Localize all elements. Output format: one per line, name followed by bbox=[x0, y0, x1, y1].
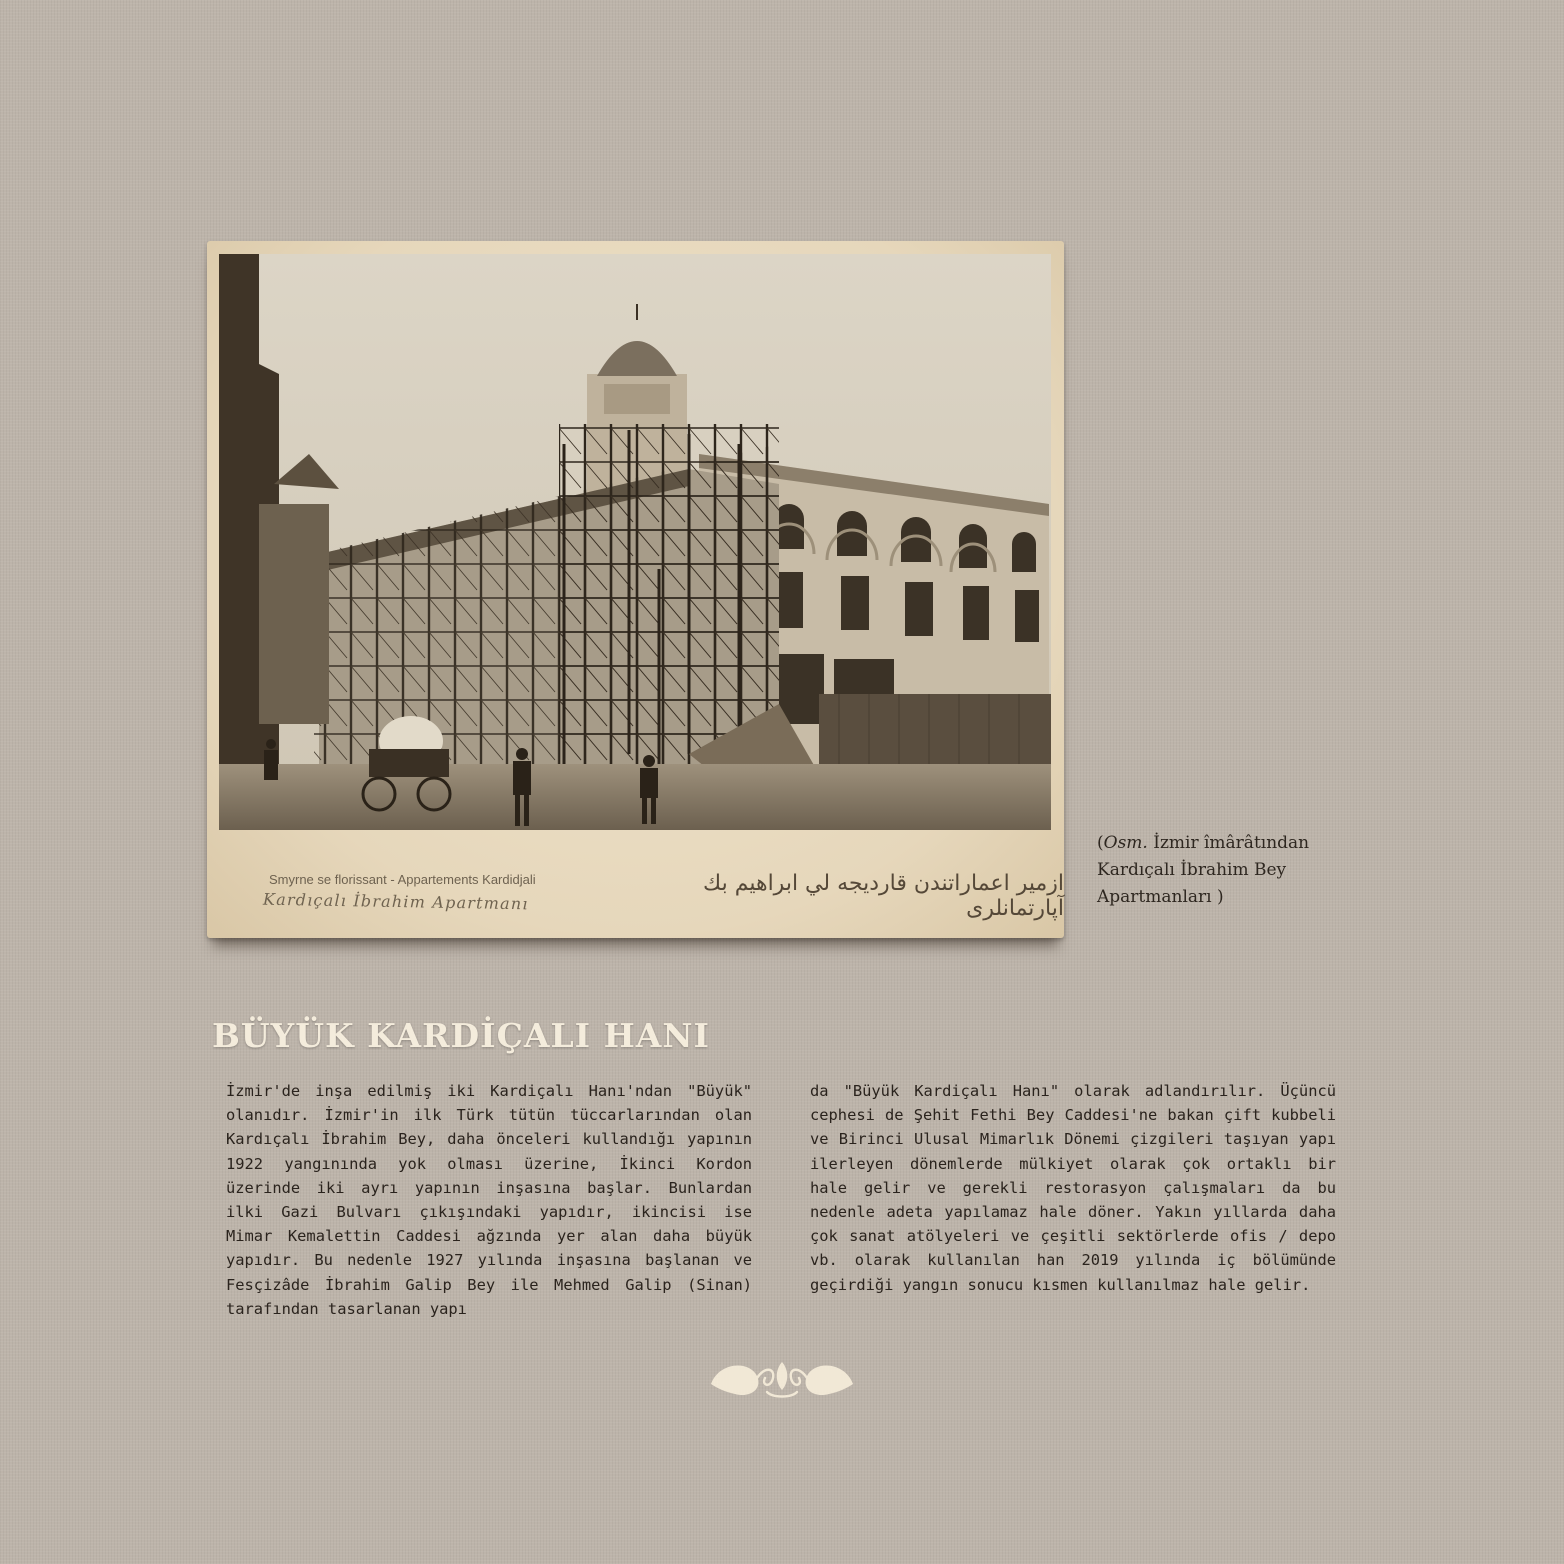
postcard-handwritten-caption: Kardıçalı İbrahim Apartmanı bbox=[262, 889, 529, 914]
caption-text: İzmir îmârâtından Kardıçalı İbrahim Bey Apartmanları ) bbox=[1097, 833, 1310, 907]
postcard-ottoman-caption: ازمیر اعماراتندن قارديجه لي ابراهيم بك آپارتمانلری bbox=[703, 871, 1064, 921]
floral-ornament-icon bbox=[709, 1356, 855, 1400]
building-under-construction-image bbox=[219, 254, 1051, 830]
historic-photo bbox=[219, 254, 1051, 830]
postcard-printed-caption: Smyrne se florissant - Appartements Kardidjali bbox=[269, 872, 536, 887]
historic-postcard bbox=[207, 241, 1064, 938]
body-text-right-column: da "Büyük Kardiçalı Hanı" olarak adlandırılır. Üçüncü cephesi de Şehit Fethi Bey Caddesi'ne bakan çift kubbeli ve Birinci Ulusal Mimarlık Dönemi çizgileri taşıyan yapı ilerleyen dönemlerde mülkiyet olarak çok ortaklı bir hale gelir ve gerekli restorasyon çalışmaları da bu nedenle adeta yapılamaz hale döner. Yakın yıllarda daha çok sanat atölyeleri ve çeşitli sektörlerde ofis / depo vb. olarak kullanılan han 2019 yılında iç bölümünde geçirdiği yangın sonucu kısmen kullanılmaz hale gelir. bbox=[810, 1082, 1336, 1294]
caption-abbreviation: Osm. bbox=[1103, 833, 1148, 853]
caption-open-paren: ( bbox=[1097, 833, 1104, 853]
photo-side-caption bbox=[1097, 830, 1337, 911]
body-text-left-column: İzmir'de inşa edilmiş iki Kardiçalı Hanı'ndan "Büyük" olanıdır. İzmir'in ilk Türk tütün tüccarlarından olan Kardıçalı İbrahim Bey, daha önceleri kullandığı yapının 1922 yangınında yok olması üzerine, İkinci Kordon üzerinde iki ayrı yapının inşasına başlar. Bunlardan ilki Gazi Bulvarı çıkışındaki yapıdır, ikincisi ise Mimar Kemalettin Caddesi ağzında yer alan daha büyük yapıdır. Bu nedenle 1927 yılında inşasına başlanan ve Fesçizâde İbrahim Galip Bey ile Mehmed Galip (Sinan) tarafından tasarlanan yapı bbox=[226, 1082, 752, 1318]
page-title: BÜYÜK KARDİÇALI HANI bbox=[212, 1016, 710, 1055]
